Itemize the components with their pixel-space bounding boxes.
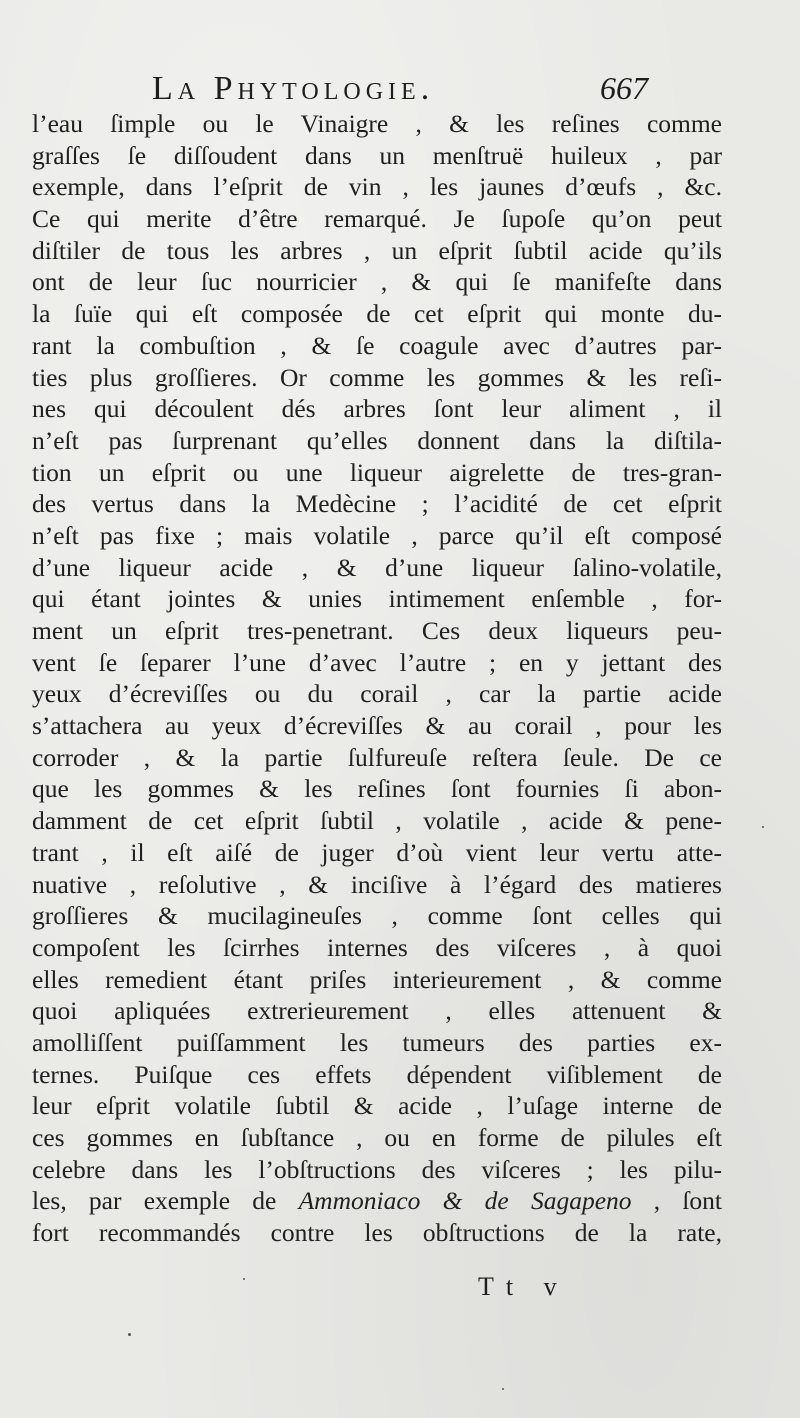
text-line: la ſuïe qui eſt composée de cet eſprit qui monte du- <box>32 299 722 329</box>
paper-speck <box>243 1278 245 1280</box>
paper-speck <box>762 826 764 828</box>
text-line: amolliſſent puiſſamment les tumeurs des parties ex- <box>32 1027 722 1057</box>
text-line: yeux d’écreviſſes ou du corail , car la partie acide <box>32 679 722 709</box>
text-line-with-italic <box>32 1185 722 1217</box>
running-title: La Phytologie. <box>152 70 435 107</box>
italic-drug-names: Ammoniaco & de Sagapeno <box>298 1186 632 1216</box>
text-line: que les gommes & les reſines ſont fournies ſi abon- <box>32 774 722 804</box>
text-line: leur eſprit volatile ſubtil & acide , l’uſage interne de <box>32 1091 722 1121</box>
text-line: quoi apliquées extrerieurement , elles attenuent & <box>32 996 722 1026</box>
text-line: vent ſe ſeparer l’une d’avec l’autre ; en y jettant des <box>32 647 722 677</box>
text-line: corroder , & la partie ſulfureuſe reſtera ſeule. De ce <box>32 742 722 772</box>
signature-mark: Tt v <box>478 1272 569 1301</box>
text-line: Ce qui merite d’être remarqué. Je ſupoſe qu’on peut <box>32 204 722 234</box>
text-line: s’attachera au yeux d’écreviſſes & au corail , pour les <box>32 711 722 741</box>
text-line-after: , ſont <box>631 1186 722 1216</box>
text-line: ternes. Puiſque ces effets dépendent viſiblement de <box>32 1059 722 1089</box>
text-line: n’eſt pas fixe ; mais volatile , parce qu’il eſt composé <box>32 520 722 550</box>
body-text <box>32 108 722 1249</box>
text-line: damment de cet eſprit ſubtil , volatile , acide & pene- <box>32 806 722 836</box>
text-line: l’eau ſimple ou le Vinaigre , & les reſines comme <box>32 109 722 138</box>
text-line: des vertus dans la Medècine ; l’acidité de cet eſprit <box>32 489 722 519</box>
text-line: exemple, dans l’eſprit de vin , les jaunes d’œufs , &c. <box>32 172 722 202</box>
text-line: nes qui découlent dés arbres ſont leur aliment , il <box>32 394 722 424</box>
text-line: celebre dans les l’obſtructions des viſceres ; les pilu- <box>32 1154 722 1184</box>
text-line: d’une liqueur acide , & d’une liqueur ſalino-volatile, <box>32 552 722 582</box>
text-line: n’eſt pas ſurprenant qu’elles donnent dans la diſtila- <box>32 425 722 455</box>
paper-speck <box>128 1333 131 1336</box>
text-line: tion un eſprit ou une liqueur aigrelette de tres-gran- <box>32 457 722 487</box>
text-line: ment un eſprit tres-penetrant. Ces deux liqueurs peu- <box>32 616 722 645</box>
text-line: rant la combuſtion , & ſe coagule avec d’autres par- <box>32 330 722 360</box>
text-line: diſtiler de tous les arbres , un eſprit ſubtil acide qu’ils <box>32 235 722 265</box>
text-line: groſſieres & mucilagineuſes , comme ſont celles qui <box>32 901 722 931</box>
text-line: ties plus groſſieres. Or comme les gommes & les reſi- <box>32 362 722 392</box>
text-line: ont de leur ſuc nourricier , & qui ſe manifeſte dans <box>32 267 722 297</box>
text-line: elles remedient étant priſes interieurement , & comme <box>32 964 722 994</box>
text-line: graſſes ſe diſſoudent dans un menſtruë huileux , par <box>32 140 722 170</box>
page-number: 667 <box>600 70 648 106</box>
text-line: fort recommandés contre les obſtructions de la rate, <box>32 1218 722 1248</box>
paper-speck <box>502 1388 504 1390</box>
text-line: ces gommes en ſubſtance , ou en forme de pilules eſt <box>32 1123 722 1152</box>
text-line: nuative , reſolutive , & inciſive à l’égard des matieres <box>32 869 722 899</box>
text-line: compoſent les ſcirrhes internes des viſceres , à quoi <box>32 932 722 962</box>
text-line: qui étant jointes & unies intimement enſemble , for- <box>32 584 722 614</box>
text-line-before: les, par exemple de <box>32 1186 299 1216</box>
text-line: trant , il eſt aiſé de juger d’où vient leur vertu atte- <box>32 837 722 867</box>
